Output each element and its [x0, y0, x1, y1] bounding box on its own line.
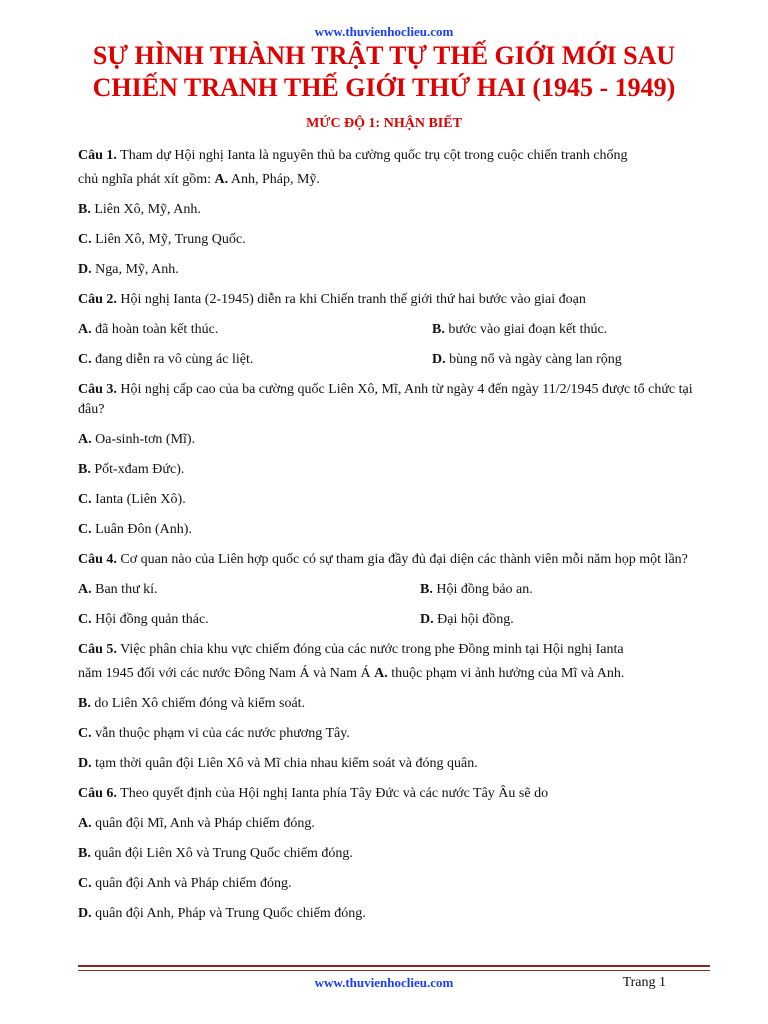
- question-label: Câu 1.: [78, 148, 117, 163]
- question-6-option-a: [78, 814, 710, 844]
- question-label: Câu 2.: [78, 292, 117, 307]
- option-text: tạm thời quân đội Liên Xô và Mĩ chia nhau kiểm soát và đóng quân.: [91, 756, 478, 771]
- option-label: B.: [420, 582, 433, 597]
- title-line-1: SỰ HÌNH THÀNH TRẬT TỰ THẾ GIỚI MỚI SAU: [92, 41, 676, 70]
- footer-site-link[interactable]: www.thuvienhoclieu.com: [314, 975, 454, 990]
- question-5-option-c: [78, 724, 710, 754]
- question-4-option-c: [78, 610, 420, 640]
- option-text: đang diễn ra vô cùng ác liệt.: [91, 352, 254, 367]
- option-text: quân đội Mĩ, Anh và Pháp chiếm đóng.: [91, 816, 315, 831]
- question-label: Câu 4.: [78, 552, 117, 567]
- question-6-option-b: [78, 844, 710, 874]
- question-2: [78, 290, 710, 320]
- question-4-option-b: [420, 580, 533, 610]
- question-4: [78, 550, 710, 570]
- option-label: D.: [432, 352, 446, 367]
- option-text: Luân Đôn (Anh).: [91, 522, 192, 537]
- option-label: C.: [78, 612, 92, 627]
- question-text: Hội nghị cấp cao của ba cường quốc Liên Xô, Mĩ, Anh từ ngày 4 đến ngày 11/2/1945 được tổ chức tại đâu?: [78, 382, 693, 417]
- option-label: A.: [78, 582, 92, 597]
- question-3-option-d: [78, 520, 710, 550]
- option-label: D.: [78, 906, 92, 921]
- question-label: Câu 3.: [78, 382, 117, 397]
- option-label: C.: [78, 492, 92, 507]
- option-label: C.: [78, 522, 92, 537]
- option-text: bước vào giai đoạn kết thúc.: [444, 322, 608, 337]
- option-label: A.: [78, 816, 92, 831]
- option-text: do Liên Xô chiếm đóng và kiểm soát.: [90, 696, 306, 711]
- question-1-line-1: [78, 146, 710, 170]
- question-5-option-b: [78, 694, 710, 724]
- question-text: năm 1945 đối với các nước Đông Nam Á và Nam Á: [78, 666, 375, 681]
- question-6-option-c: [78, 874, 710, 904]
- option-label: C.: [78, 232, 92, 247]
- question-6: [78, 784, 710, 814]
- option-text: Ban thư kí.: [91, 582, 158, 597]
- question-5-line-1: [78, 640, 710, 664]
- option-text: Hội đồng quản thác.: [91, 612, 209, 627]
- header-site-link[interactable]: www.thuvienhoclieu.com: [314, 24, 454, 39]
- option-label: C.: [78, 726, 92, 741]
- option-text: Anh, Pháp, Mỹ.: [228, 172, 320, 187]
- question-6-option-d: [78, 904, 710, 934]
- question-label: Câu 6.: [78, 786, 117, 801]
- option-text: Ianta (Liên Xô).: [91, 492, 186, 507]
- question-text: Tham dự Hội nghị Ianta là nguyên thủ ba cường quốc trụ cột trong cuộc chiến tranh chống: [116, 148, 628, 163]
- option-text: quân đội Anh và Pháp chiếm đóng.: [91, 876, 292, 891]
- option-text: Đại hội đồng.: [433, 612, 514, 627]
- option-text: vẫn thuộc phạm vi của các nước phương Tây.: [91, 726, 350, 741]
- page-number: Trang 1: [622, 975, 666, 990]
- option-label: D.: [420, 612, 434, 627]
- question-2-option-b: [432, 320, 607, 350]
- question-text: Theo quyết định của Hội nghị Ianta phía Tây Đức và các nước Tây Âu sẽ do: [116, 786, 549, 801]
- option-text: Oa-sinh-tơn (Mĩ).: [91, 432, 196, 447]
- question-4-options-row-2: [78, 610, 710, 640]
- option-text: Hội đồng bảo an.: [432, 582, 533, 597]
- question-5-option-d: [78, 754, 710, 784]
- question-2-options-row-1: [78, 320, 710, 350]
- question-1-option-c: [78, 230, 710, 260]
- option-label: A.: [78, 322, 92, 337]
- question-3: [78, 380, 710, 420]
- option-label: A.: [374, 666, 388, 681]
- question-1-line-2: [78, 170, 710, 200]
- question-4-options-row-1: [78, 580, 710, 610]
- option-label: A.: [78, 432, 92, 447]
- question-1-option-b: [78, 200, 710, 230]
- option-label: B.: [432, 322, 445, 337]
- option-label: A.: [214, 172, 229, 187]
- question-2-option-d: [432, 350, 622, 380]
- question-4-option-d: [420, 610, 514, 640]
- option-text: đã hoàn toàn kết thúc.: [91, 322, 219, 337]
- option-label: C.: [78, 876, 92, 891]
- question-4-option-a: [78, 580, 420, 610]
- question-1-option-d: [78, 260, 710, 290]
- question-2-option-a: [78, 320, 432, 350]
- option-text: quân đội Anh, Pháp và Trung Quốc chiếm đóng.: [91, 906, 366, 921]
- option-label: B.: [78, 462, 91, 477]
- question-2-option-c: [78, 350, 432, 380]
- question-3-option-c: [78, 490, 710, 520]
- option-label: D.: [78, 756, 92, 771]
- option-text: Liên Xô, Mỹ, Anh.: [90, 202, 201, 217]
- question-text: chủ nghĩa phát xít gồm:: [78, 172, 215, 187]
- option-text: Pốt-xđam Đức).: [90, 462, 185, 477]
- question-3-option-b: [78, 460, 710, 490]
- option-label: B.: [78, 846, 91, 861]
- option-text: quân đội Liên Xô và Trung Quốc chiếm đóng.: [90, 846, 353, 861]
- option-text: Liên Xô, Mỹ, Trung Quốc.: [91, 232, 246, 247]
- question-3-option-a: [78, 430, 710, 460]
- difficulty-level-heading: MỨC ĐỘ 1: NHẬN BIẾT: [306, 116, 462, 131]
- option-label: B.: [78, 202, 91, 217]
- option-text: thuộc phạm vi ảnh hưởng của Mĩ và Anh.: [387, 666, 625, 681]
- option-label: D.: [78, 262, 92, 277]
- question-text: Việc phân chia khu vực chiếm đóng của các nước trong phe Đồng minh tại Hội nghị Ianta: [116, 642, 624, 657]
- title-line-2: CHIẾN TRANH THẾ GIỚI THỨ HAI (1945 - 1949): [92, 73, 676, 102]
- footer-divider: [78, 965, 710, 971]
- option-label: B.: [78, 696, 91, 711]
- question-label: Câu 5.: [78, 642, 117, 657]
- option-text: Nga, Mỹ, Anh.: [91, 262, 179, 277]
- question-list: [78, 146, 710, 934]
- option-text: bùng nổ và ngày càng lan rộng: [445, 352, 622, 367]
- document-title: [0, 40, 768, 104]
- question-text: Hội nghị Ianta (2-1945) diễn ra khi Chiến tranh thế giới thứ hai bước vào giai đoạn: [116, 292, 586, 307]
- question-text: Cơ quan nào của Liên hợp quốc có sự tham gia đầy đủ đại diện các thành viên mỗi năm họp một lần?: [116, 552, 688, 567]
- question-5-line-2: [78, 664, 710, 694]
- question-2-options-row-2: [78, 350, 710, 380]
- option-label: C.: [78, 352, 92, 367]
